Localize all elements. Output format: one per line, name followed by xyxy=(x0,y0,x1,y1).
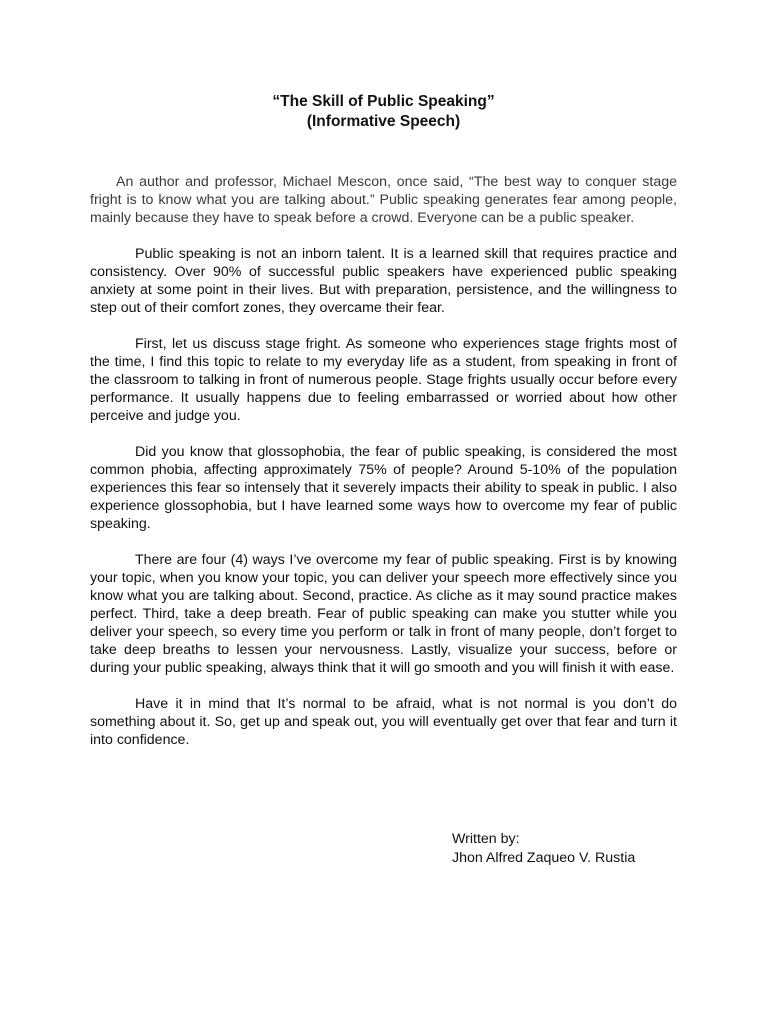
paragraph-2: Public speaking is not an inborn talent. It is a learned skill that requires practice and consistency. Over 90% of successful public speakers have experienced public speaking anxiety at some point in their lives. But with preparation, persistence, and the willingness to step out of their comfort zones, they overcame their fear. xyxy=(90,246,677,316)
document-subtitle: (Informative Speech) xyxy=(306,113,461,130)
paragraph-3: First, let us discuss stage fright. As someone who experiences stage frights most of the time, I find this topic to relate to my everyday life as a student, from speaking in front of the classroom to talking in front of numerous people. Stage frights usually occur before every performance. It usually happens due to feeling embarrassed or worried about how other perceive and judge you. xyxy=(90,336,677,424)
title-block xyxy=(90,92,677,132)
speech-body xyxy=(90,173,677,749)
document-title: “The Skill of Public Speaking” xyxy=(272,93,495,110)
signature-label: Written by: xyxy=(452,831,520,847)
signature-author: Jhon Alfred Zaqueo V. Rustia xyxy=(452,850,636,866)
paragraph-4: Did you know that glossophobia, the fear of public speaking, is considered the most common phobia, affecting approximately 75% of people? Around 5-10% of the population experiences this fear so intensely that it severely impacts their ability to speak in public. I also experience glossophobia, but I have learned some ways how to overcome my fear of public speaking. xyxy=(90,444,677,532)
signature-block xyxy=(452,830,635,868)
paragraph-5: There are four (4) ways I’ve overcome my fear of public speaking. First is by knowing your topic, when you know your topic, you can deliver your speech more effectively since you know what you are talking about. Second, practice. As cliche as it may sound practice makes perfect. Third, take a deep breath. Fear of public speaking can make you stutter while you deliver your speech, so every time you perform or talk in front of many people, don’t forget to take deep breaths to lessen your nervousness. Lastly, visualize your success, before or during your public speaking, always think that it will go smooth and you will finish it with ease. xyxy=(90,552,677,676)
paragraph-1: An author and professor, Michael Mescon, once said, “The best way to conquer stage fright is to know what you are talking about.” Public speaking generates fear among people, mainly because they have to speak before a crowd. Everyone can be a public speaker. xyxy=(90,174,677,226)
paragraph-6: Have it in mind that It’s normal to be afraid, what is not normal is you don’t do something about it. So, get up and speak out, you will eventually get over that fear and turn it into confidence. xyxy=(90,696,677,748)
document-page xyxy=(90,92,677,767)
